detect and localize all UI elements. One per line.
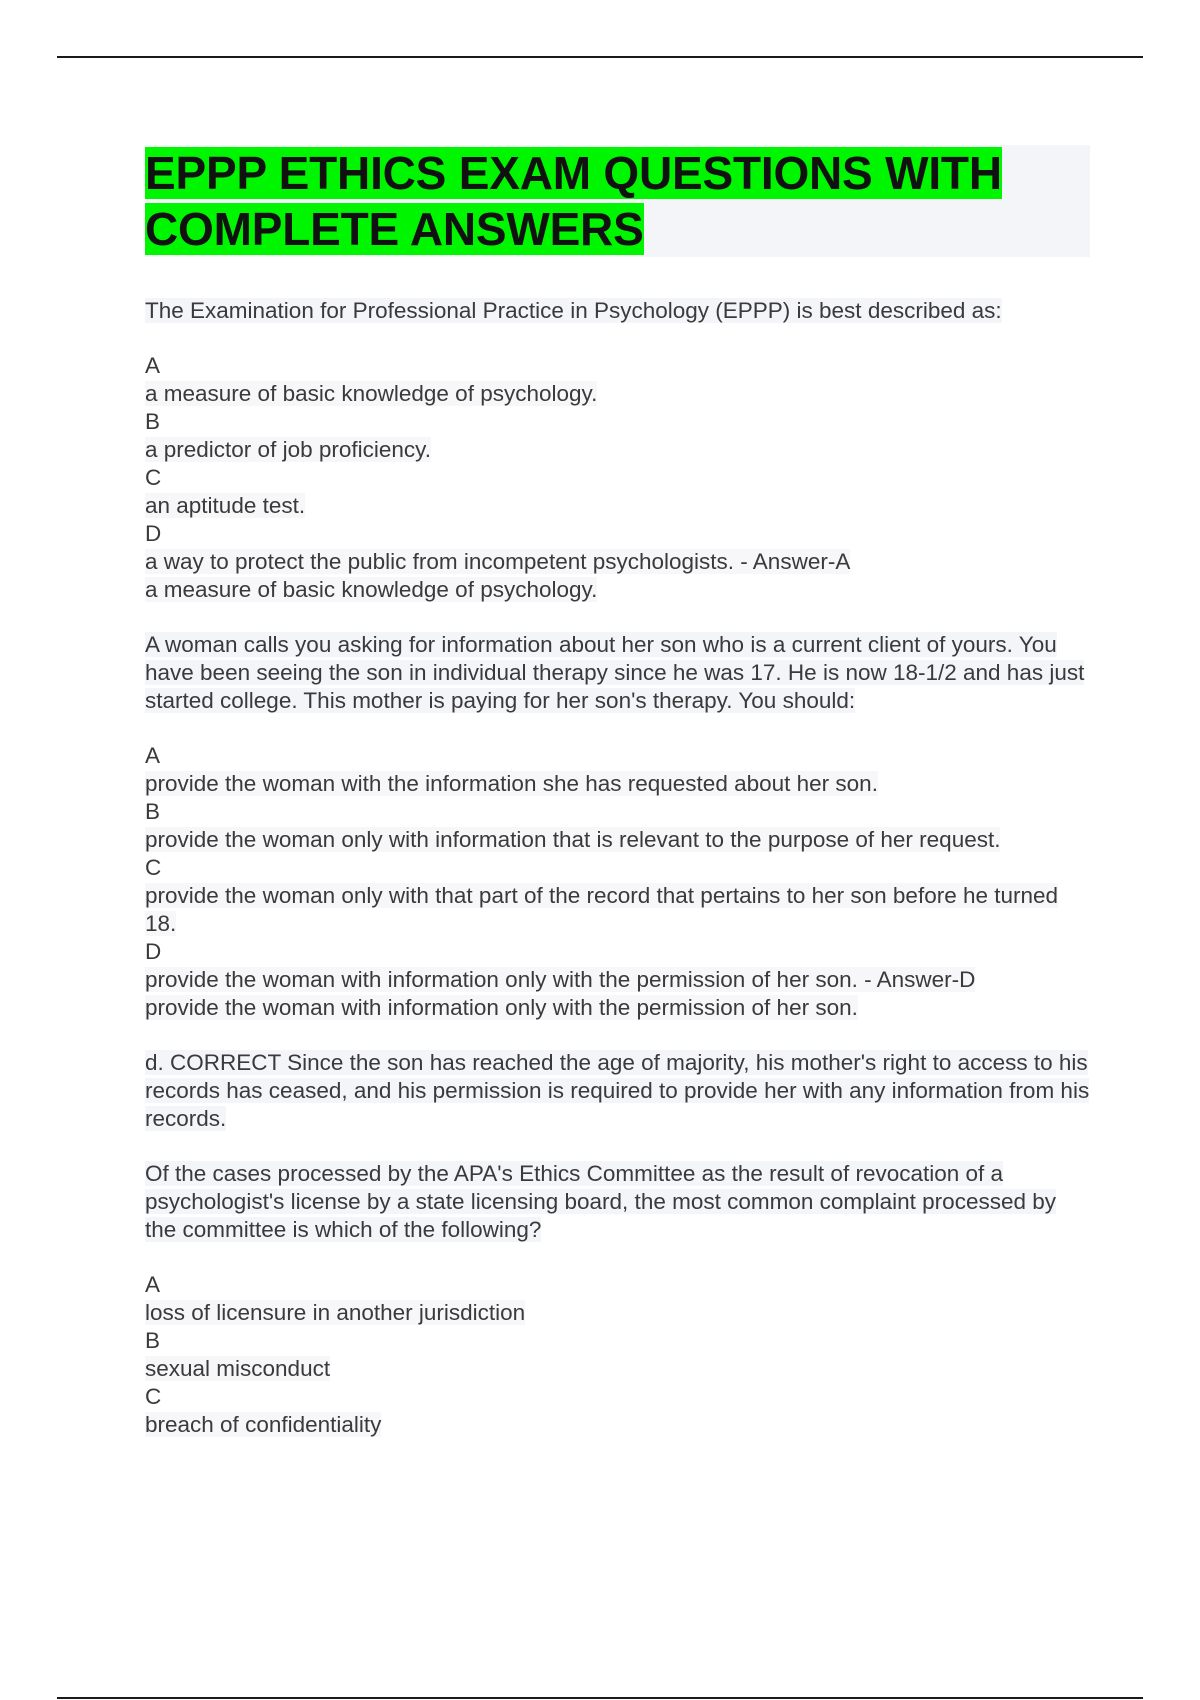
option-a bbox=[145, 352, 1090, 408]
question-text: Of the cases processed by the APA's Ethics Committee as the result of revocation of a psychologist's license by a state licensing board, the most common complaint processed by the committee is which of the following? bbox=[145, 1161, 1056, 1242]
option-c bbox=[145, 1383, 1090, 1439]
option-text: a predictor of job proficiency. bbox=[145, 437, 431, 462]
option-letter: B bbox=[145, 799, 161, 824]
option-letter: B bbox=[145, 1328, 161, 1353]
option-c bbox=[145, 854, 1090, 938]
question-2 bbox=[145, 631, 1090, 1133]
option-text: a way to protect the public from incompetent psychologists. - Answer-A bbox=[145, 549, 851, 574]
option-d bbox=[145, 938, 1090, 994]
option-text: a measure of basic knowledge of psychology. bbox=[145, 381, 598, 406]
document-title bbox=[145, 145, 1090, 257]
question-text: The Examination for Professional Practice in Psychology (EPPP) is best described as: bbox=[145, 298, 1002, 323]
option-letter: A bbox=[145, 353, 161, 378]
option-c bbox=[145, 464, 1090, 520]
option-text: loss of licensure in another jurisdiction bbox=[145, 1300, 526, 1325]
option-letter: D bbox=[145, 939, 162, 964]
option-letter: B bbox=[145, 409, 161, 434]
option-b bbox=[145, 408, 1090, 464]
question-text: A woman calls you asking for information about her son who is a current client of yours. You have been seeing the son in individual therapy since he was 17. He is now 18-1/2 and has just started college. This mother is paying for her son's therapy. You should: bbox=[145, 632, 1085, 713]
top-rule bbox=[57, 56, 1143, 58]
page-content bbox=[145, 145, 1090, 1439]
option-letter: C bbox=[145, 855, 162, 880]
answer-text: provide the woman with information only with the permission of her son. bbox=[145, 995, 858, 1020]
option-text: an aptitude test. bbox=[145, 493, 306, 518]
option-a bbox=[145, 742, 1090, 798]
answer-text: a measure of basic knowledge of psychology. bbox=[145, 577, 598, 602]
option-b bbox=[145, 798, 1090, 854]
option-text: breach of confidentiality bbox=[145, 1412, 382, 1437]
option-letter: C bbox=[145, 1384, 162, 1409]
option-text: sexual misconduct bbox=[145, 1356, 331, 1381]
title-block bbox=[145, 145, 1090, 257]
option-a bbox=[145, 1271, 1090, 1327]
option-d bbox=[145, 520, 1090, 576]
bottom-rule bbox=[57, 1697, 1143, 1699]
option-text: provide the woman only with that part of the record that pertains to her son before he turned 18. bbox=[145, 883, 1059, 936]
option-text: provide the woman only with information that is relevant to the purpose of her request. bbox=[145, 827, 1001, 852]
option-letter: C bbox=[145, 465, 162, 490]
option-b bbox=[145, 1327, 1090, 1383]
option-letter: D bbox=[145, 521, 162, 546]
option-letter: A bbox=[145, 743, 161, 768]
title-highlight: EPPP ETHICS EXAM QUESTIONS WITH COMPLETE ANSWERS bbox=[145, 147, 1002, 255]
option-letter: A bbox=[145, 1272, 161, 1297]
option-text: provide the woman with information only with the permission of her son. - Answer-D bbox=[145, 967, 976, 992]
question-1 bbox=[145, 297, 1090, 631]
option-text: provide the woman with the information she has requested about her son. bbox=[145, 771, 878, 796]
answer-explanation: d. CORRECT Since the son has reached the age of majority, his mother's right to access to his records has ceased, and his permission is required to provide her with any information from his records. bbox=[145, 1050, 1090, 1131]
question-3 bbox=[145, 1160, 1090, 1439]
